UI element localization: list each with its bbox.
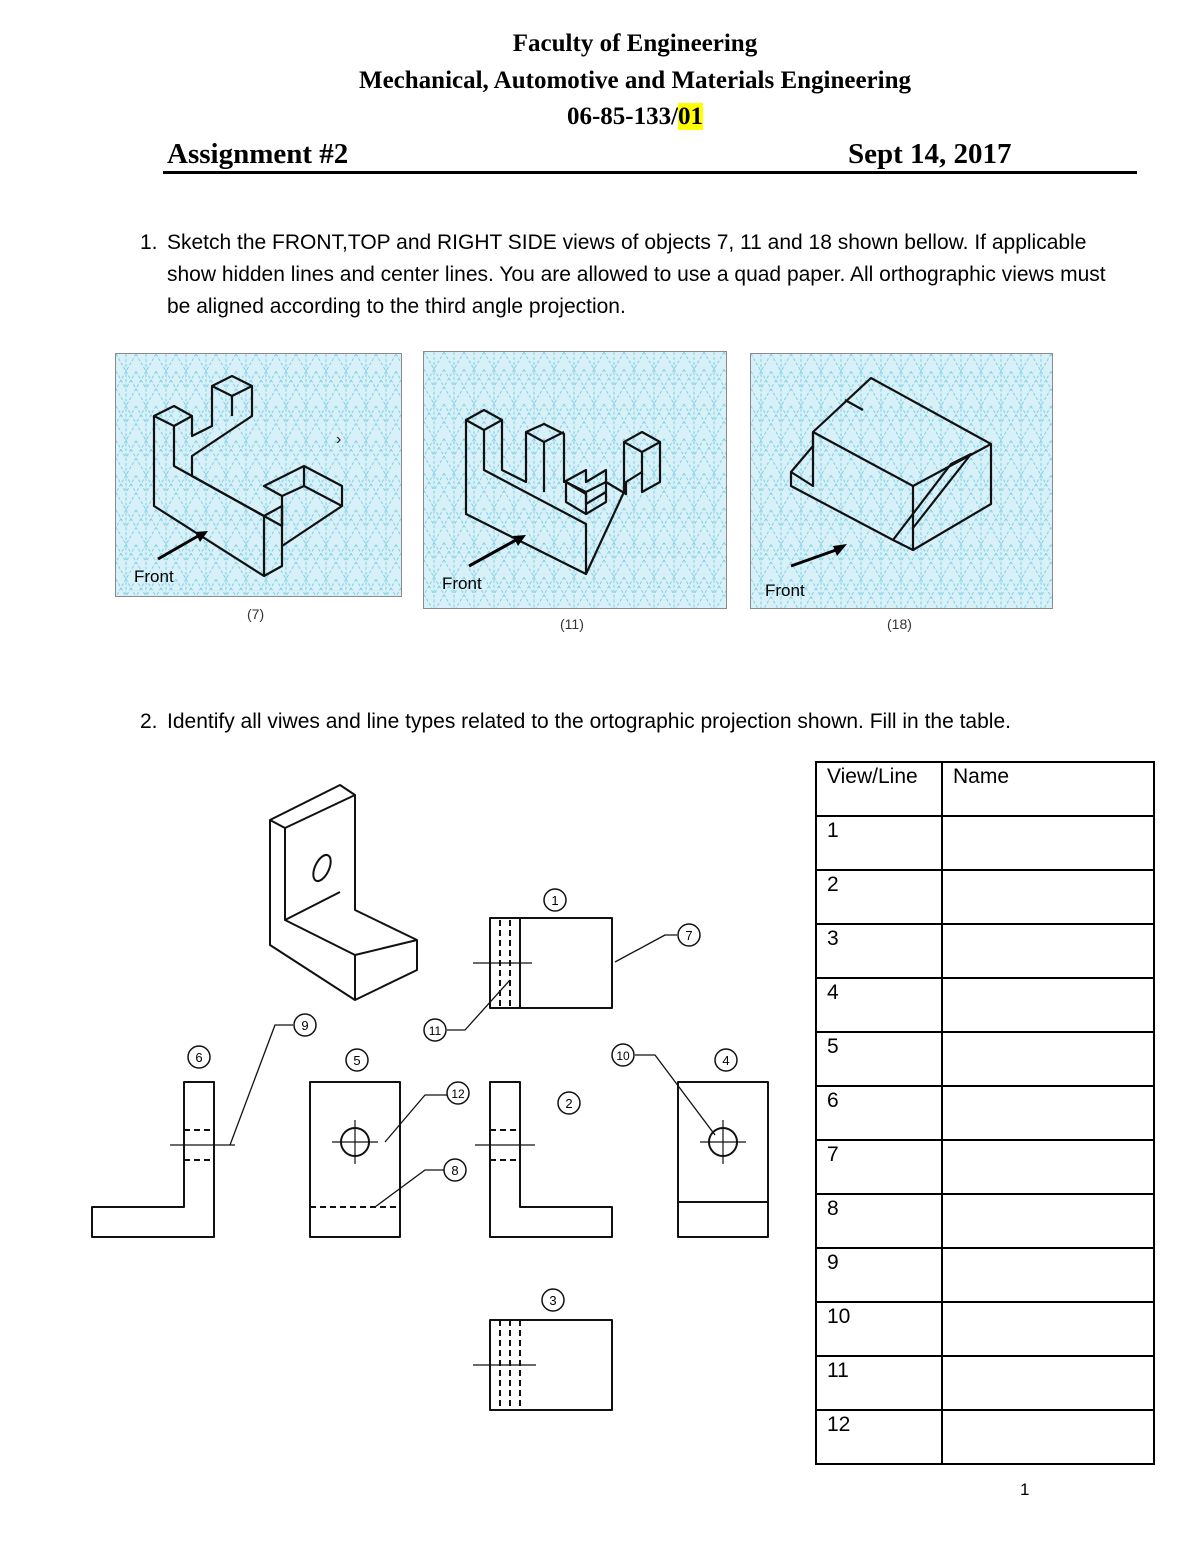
answer-cell[interactable] bbox=[942, 816, 1154, 870]
figure-11-isometric bbox=[423, 351, 727, 609]
callout-7 bbox=[678, 924, 700, 946]
table-row bbox=[816, 1194, 1154, 1248]
answer-table bbox=[815, 761, 1155, 1465]
assignment-title: Assignment #2 bbox=[167, 138, 349, 170]
callout-1 bbox=[544, 889, 566, 911]
table-row bbox=[816, 1410, 1154, 1464]
svg-text:3: 3 bbox=[549, 1293, 557, 1308]
answer-cell[interactable] bbox=[942, 1194, 1154, 1248]
row-label: 8 bbox=[816, 1194, 942, 1248]
callout-8 bbox=[444, 1159, 466, 1181]
figure-11-front-text: Front bbox=[442, 574, 482, 593]
svg-text:5: 5 bbox=[353, 1053, 361, 1068]
row-label: 2 bbox=[816, 870, 942, 924]
svg-text:2: 2 bbox=[565, 1096, 573, 1111]
course-prefix: 06-85-133/ bbox=[566, 103, 679, 130]
callout-11 bbox=[424, 1019, 446, 1041]
answer-cell[interactable] bbox=[942, 1140, 1154, 1194]
callouts bbox=[188, 889, 737, 1311]
row-label: 5 bbox=[816, 1032, 942, 1086]
svg-text:7: 7 bbox=[685, 928, 693, 943]
row-label: 10 bbox=[816, 1302, 942, 1356]
callout-4 bbox=[715, 1049, 737, 1071]
answer-cell[interactable] bbox=[942, 924, 1154, 978]
answer-cell[interactable] bbox=[942, 1410, 1154, 1464]
answer-cell[interactable] bbox=[942, 1086, 1154, 1140]
svg-text:›: › bbox=[336, 431, 342, 448]
row-label: 4 bbox=[816, 978, 942, 1032]
figure-7-isometric bbox=[115, 353, 402, 597]
figure-18-label: (18) bbox=[887, 616, 912, 632]
row-label: 6 bbox=[816, 1086, 942, 1140]
faculty-title: Faculty of Engineering bbox=[512, 30, 758, 57]
table-row bbox=[816, 1302, 1154, 1356]
row-label: 1 bbox=[816, 816, 942, 870]
table-row bbox=[816, 1356, 1154, 1410]
row-label: 11 bbox=[816, 1356, 942, 1410]
svg-text:12: 12 bbox=[451, 1087, 465, 1101]
q2-text: Identify all viwes and line types related to the ortographic projection shown. Fill in the table. bbox=[167, 710, 1011, 733]
department-title: Mechanical, Automotive and Materials Engineering bbox=[358, 67, 912, 94]
svg-text:6: 6 bbox=[195, 1050, 203, 1065]
table-header-view-line: View/Line bbox=[816, 762, 942, 816]
table-row bbox=[816, 924, 1154, 978]
figure-7-label: (7) bbox=[247, 606, 265, 622]
course-code bbox=[0, 103, 1200, 131]
q1-number: 1. bbox=[140, 231, 158, 254]
figure-7-front-text: Front bbox=[134, 567, 174, 586]
callout-10 bbox=[612, 1044, 634, 1066]
figure-18-front-text: Front bbox=[765, 581, 805, 600]
table-row bbox=[816, 816, 1154, 870]
svg-text:9: 9 bbox=[301, 1018, 309, 1033]
callout-3 bbox=[542, 1289, 564, 1311]
header-rule bbox=[163, 171, 1137, 174]
figure-11-label: (11) bbox=[560, 616, 584, 632]
orthographic-projection-drawing bbox=[70, 780, 790, 1430]
answer-cell[interactable] bbox=[942, 1356, 1154, 1410]
bracket-isometric bbox=[270, 785, 417, 1000]
answer-cell[interactable] bbox=[942, 1248, 1154, 1302]
table-row bbox=[816, 1140, 1154, 1194]
q2-number: 2. bbox=[140, 710, 158, 733]
assignment-date: Sept 14, 2017 bbox=[848, 138, 1012, 170]
answer-cell[interactable] bbox=[942, 1302, 1154, 1356]
table-header-row bbox=[816, 762, 1154, 816]
svg-text:10: 10 bbox=[616, 1049, 630, 1063]
table-row bbox=[816, 870, 1154, 924]
row-label: 7 bbox=[816, 1140, 942, 1194]
callout-5 bbox=[346, 1049, 368, 1071]
svg-text:11: 11 bbox=[428, 1024, 442, 1038]
callout-12 bbox=[447, 1082, 469, 1104]
table-row bbox=[816, 1032, 1154, 1086]
table-header-name: Name bbox=[942, 762, 1154, 816]
svg-text:8: 8 bbox=[451, 1163, 459, 1178]
callout-9 bbox=[294, 1014, 316, 1036]
answer-cell[interactable] bbox=[942, 1032, 1154, 1086]
figure-18-isometric bbox=[750, 353, 1053, 609]
q1-text: Sketch the FRONT,TOP and RIGHT SIDE views of objects 7, 11 and 18 shown bellow. If applicable show hidden lines and center lines. You are allowed to use a quad paper. All orthographic views must be aligned according to the third angle projection. bbox=[167, 231, 1106, 318]
table-row bbox=[816, 1086, 1154, 1140]
page-number: 1 bbox=[1020, 1480, 1030, 1499]
table-row bbox=[816, 1248, 1154, 1302]
row-label: 12 bbox=[816, 1410, 942, 1464]
row-label: 9 bbox=[816, 1248, 942, 1302]
callout-2 bbox=[558, 1092, 580, 1114]
svg-text:4: 4 bbox=[722, 1053, 730, 1068]
table-row bbox=[816, 978, 1154, 1032]
answer-cell[interactable] bbox=[942, 870, 1154, 924]
course-section: 01 bbox=[678, 103, 704, 130]
row-label: 3 bbox=[816, 924, 942, 978]
answer-cell[interactable] bbox=[942, 978, 1154, 1032]
svg-text:1: 1 bbox=[551, 893, 559, 908]
callout-6 bbox=[188, 1046, 210, 1068]
